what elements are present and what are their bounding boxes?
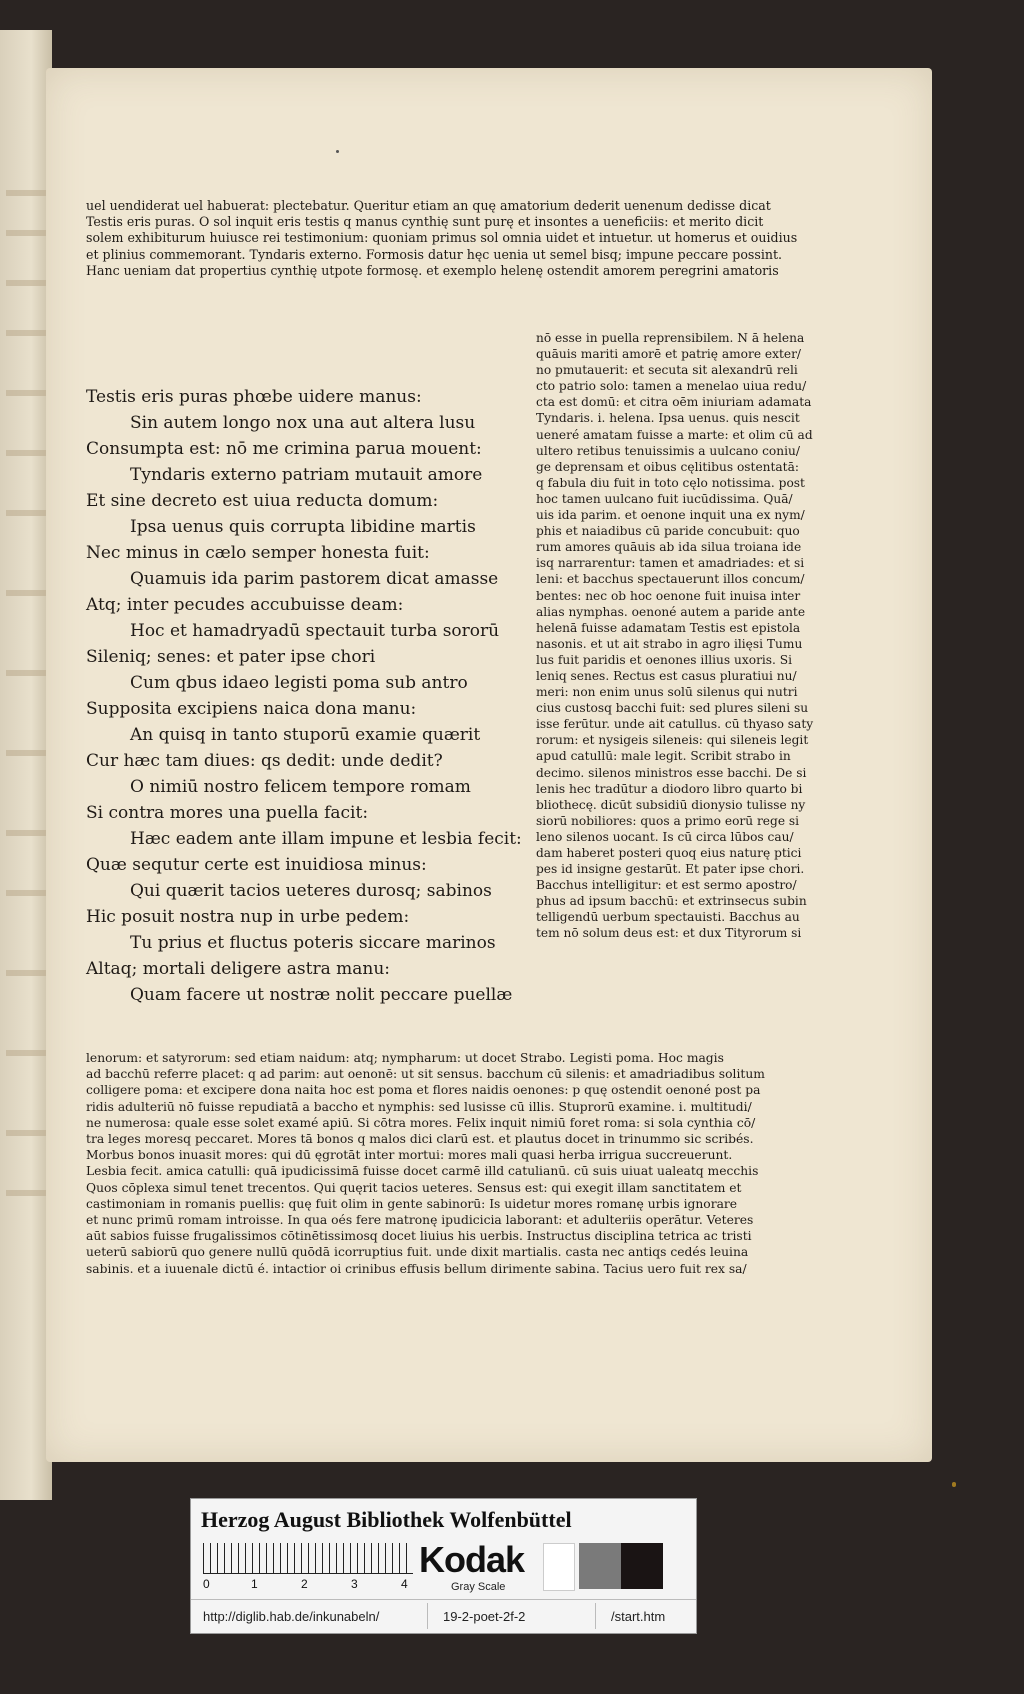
poem-text (86, 384, 526, 1008)
text-line: et plinius commemorant. Tyndaris externo. Formosis datur hęc uenia ut semel bisq; impune peccare possint. (86, 246, 783, 262)
commentary-line: cius custosq bacchi fuit: sed plures sileni su (536, 701, 809, 716)
white-patch (543, 1543, 575, 1591)
commentary-line: q fabula diu fuit in toto cęlo notissima. post (536, 475, 805, 490)
poem-line: Cum qbus idaeo legisti poma sub antro (130, 673, 468, 693)
poem-line: Supposita excipiens naica dona manu: (86, 699, 417, 719)
commentary-line: cta est domū: et citra oēm iniuriam adamata (536, 395, 812, 410)
poem-line: An quisq in tanto stuporū examie quærit (130, 725, 481, 745)
poem-line: Qui quærit tacios ueteres durosq; sabinos (130, 881, 492, 901)
commentary-line: decimo. silenos ministros esse bacchi. De si (536, 765, 807, 780)
commentary-line: bentes: nec ob hoc oenone fuit inuisa inter (536, 588, 801, 603)
gray-patch (579, 1543, 621, 1589)
text-line: tra leges moresq peccaret. Mores tā bonos q malos dici clarū est. et plautus docet in trinummo sic scribés. (86, 1132, 754, 1147)
commentary-line: ge deprensam et oibus cęlitibus ostentatā: (536, 459, 799, 474)
commentary-line: Bacchus intelligitur: et est sermo apostro/ (536, 878, 797, 893)
commentary-line: uis ida parim. et oenone inquit una ex nym/ (536, 508, 805, 523)
poem-line: Si contra mores una puella facit: (86, 803, 369, 823)
text-line: aūt sabios fuisse frugalissimos cōtinētissimosq docet liuius his uerbis. Instructus disciplina tetrica ac tristi (86, 1229, 752, 1244)
poem-line: Sileniq; senes: et pater ipse chori (86, 647, 376, 667)
commentary-line: bliothecę. dicūt subsidiū dionysio tulisse ny (536, 797, 806, 812)
commentary-line: quāuis mariti amorē et patrię amore exter/ (536, 347, 802, 362)
shelfmark: 19-2-poet-2f-2 (443, 1609, 526, 1624)
text-line: Quos cōplexa simul tenet trecentos. Qui quęrit tacios ueteres. Sensus est: qui exegit illam sanctitatem et (86, 1180, 742, 1195)
text-line: castimoniam in romanis puellis: quę fuit olim in gente sabinorū: Is uidetur mores romanę urbis ignorare (86, 1196, 738, 1211)
top-commentary (86, 198, 986, 279)
text-line: Lesbia fecit. amica catulli: quā ipudicissimā fuisse docet carmē illd catulianū. cū suis uiuat ualeatq mecchis (86, 1164, 759, 1179)
poem-line: Tyndaris externo patriam mutauit amore (130, 465, 483, 485)
commentary-line: lenis hec tradūtur a diodoro libro quarto bi (536, 781, 803, 796)
source-url: http://diglib.hab.de/inkunabeln/ (203, 1609, 380, 1624)
text-line: et nunc primū romam introisse. In qua oés fere matronę ipudicicia laborant: et adulteriis operātur. Veteres (86, 1213, 754, 1228)
commentary-line: tem nō solum deus est: et dux Tityrorum si (536, 926, 802, 941)
commentary-line: phis et naiadibus cū paride concubuit: quo (536, 524, 800, 539)
poem-line: Ipsa uenus quis corrupta libidine martis (130, 517, 476, 537)
poem-line: Consumpta est: nō me crimina parua mouent: (86, 439, 482, 459)
commentary-line: nasonis. et ut ait strabo in agro ilięsi Tumu (536, 636, 803, 651)
text-line: Hanc ueniam dat propertius cynthię utpote formosę. et exemplo helenę ostendit amorem peregrini amatoris (86, 262, 779, 278)
poem-line: Quamuis ida parim pastorem dicat amasse (130, 569, 499, 589)
commentary-line: nō esse in puella reprensibilem. N ā helena (536, 331, 805, 345)
commentary-line: isq narrarentur: tamen et amadriades: et si (536, 556, 805, 571)
kodak-logo: Kodak (419, 1539, 525, 1580)
adjacent-page-edge (0, 30, 52, 1500)
commentary-line: leniq senes. Rectus est casus pluratiui nu/ (536, 668, 797, 683)
text-line: Testis eris puras. O sol inquit eris testis q manus cynthię sunt purę et insontes a ueneficiis: et merito dicit (86, 214, 764, 230)
poem-line: Sin autem longo nox una aut altera lusu (130, 413, 476, 433)
text-line: lenorum: et satyrorum: sed etiam naidum: atq; nympharum: ut docet Strabo. Legisti poma. Hoc magis (86, 1051, 724, 1065)
poem-line: Atq; inter pecudes accubuisse deam: (86, 595, 404, 615)
color-calibration-bar (190, 1498, 697, 1634)
text-line: uel uendiderat uel habuerat: plectebatur. Queritur etiam an quę amatorium dederit uenenum dedisse dicat (86, 198, 771, 213)
poem-line: Hæc eadem ante illam impune et lesbia fecit: (130, 829, 522, 849)
commentary-line: apud catullū: male legit. Scribit strabo in (536, 749, 791, 764)
side-commentary (536, 330, 966, 942)
text-line: ridis adulteriū nō fuisse repudiatā a baccho et nymphis: sed lusisse cū illis. Stuprorū examine. i. multitudi/ (86, 1099, 752, 1114)
commentary-line: pes id insigne gestarūt. Et pater ipse chori. (536, 862, 805, 877)
poem-line: Et sine decreto est uiua reducta domum: (86, 491, 439, 511)
black-patch (621, 1543, 663, 1589)
commentary-line: siorū nobiliores: quos a primo eorū rege si (536, 813, 800, 828)
poem-line: Quæ sequtur certe est inuidiosa minus: (86, 855, 427, 875)
commentary-line: ultero retibus tenuissimis a uulcano coniu/ (536, 443, 800, 458)
ruler-numbers: 0 1 2 3 4 (203, 1577, 408, 1591)
commentary-line: alias nymphas. oenoné autem a paride ante (536, 604, 806, 619)
commentary-line: hoc tamen uulcano fuit iucūdissima. Quā/ (536, 491, 793, 506)
text-line: Morbus bonos inuasit mores: qui dū ęgrotāt inter mortui: mores mali quasi herba irrigua succreuerunt. (86, 1148, 733, 1163)
text-line: colligere poma: et excipere dona naita hoc est poma et flores naidis oenones: p quę ostendit oenoné post pa (86, 1083, 761, 1098)
poem-line: Hoc et hamadryadū spectauit turba sororū (130, 621, 500, 641)
poem-line: Nec minus in cælo semper honesta fuit: (86, 543, 430, 563)
commentary-line: rum amores quāuis ab ida silua troiana ide (536, 540, 802, 555)
poem-line: Quam facere ut nostræ nolit peccare puellæ (130, 985, 513, 1005)
library-name: Herzog August Bibliothek Wolfenbüttel (201, 1507, 572, 1532)
poem-line: O nimiū nostro felicem tempore romam (130, 777, 471, 797)
bottom-commentary (86, 1050, 966, 1277)
commentary-line: phus ad ipsum bacchū: et extrinsecus subin (536, 894, 807, 909)
commentary-line: cto patrio solo: tamen a menelao uiua redu/ (536, 379, 807, 394)
commentary-line: lus fuit paridis et oenones illius uxoris. Si (536, 652, 793, 667)
book-page (46, 68, 932, 1462)
poem-line: Tu prius et fluctus poteris siccare marinos (130, 933, 496, 953)
commentary-line: meri: non enim unus solū silenus qui nutri (536, 685, 798, 700)
poem-line: Cur hæc tam diues: qs dedit: unde dedit? (86, 751, 443, 771)
commentary-line: Tyndaris. i. helena. Ipsa uenus. quis nescit (536, 411, 800, 426)
commentary-line: telligendū uerbum spectauisti. Bacchus au (536, 910, 800, 925)
text-line: ne numerosa: quale esse solet examé apiū. Si cōtra mores. Felix inquit nimiū foret roma: si sola cynthia cō/ (86, 1115, 756, 1130)
commentary-line: rorum: et nysigeis sileneis: qui sileneis legit (536, 733, 809, 748)
commentary-line: leno silenos uocant. Is cū circa lūbos cau/ (536, 829, 794, 844)
commentary-line: ueneré amatam fuisse a marte: et olim cū ad (536, 427, 813, 442)
commentary-line: no pmutauerit: et secuta sit alexandrū reli (536, 363, 798, 378)
gray-scale-label: Gray Scale (451, 1581, 506, 1593)
poem-line: Testis eris puras phœbe uidere manus: (86, 387, 422, 407)
commentary-line: isse ferūtur. unde ait catullus. cū thyaso saty (536, 717, 814, 732)
text-line: sabinis. et a iuuenale dictū é. intactior oi crinibus effusis bellum dirimente sabina. Tacius uero fuit rex sa/ (86, 1261, 747, 1276)
commentary-line: helenā fuisse adamatam Testis est epistola (536, 620, 801, 635)
poem-line: Hic posuit nostra nup in urbe pedem: (86, 907, 410, 927)
poem-line: Altaq; mortali deligere astra manu: (86, 959, 391, 979)
commentary-line: leni: et bacchus spectauerunt illos concum/ (536, 572, 805, 587)
start-link: /start.htm (611, 1609, 666, 1624)
ruler-scale (203, 1543, 413, 1574)
commentary-line: dam haberet posteri quoq eius naturę ptici (536, 846, 802, 860)
text-line: solem exhibiturum huiusce rei testimonium: quoniam primus sol omnia uidet et intuetur. ut homerus et ouidius (86, 230, 798, 246)
text-line: ueterū sabiorū quo genere nullū quōdā icorruptius fuit. unde dixit martialis. casta nec antiqs cedés leuina (86, 1245, 749, 1260)
text-line: ad bacchū referre placet: q ad parim: aut oenonē: ut sit sensus. bacchum cū silenis: et amadriadibus solitum (86, 1067, 765, 1082)
